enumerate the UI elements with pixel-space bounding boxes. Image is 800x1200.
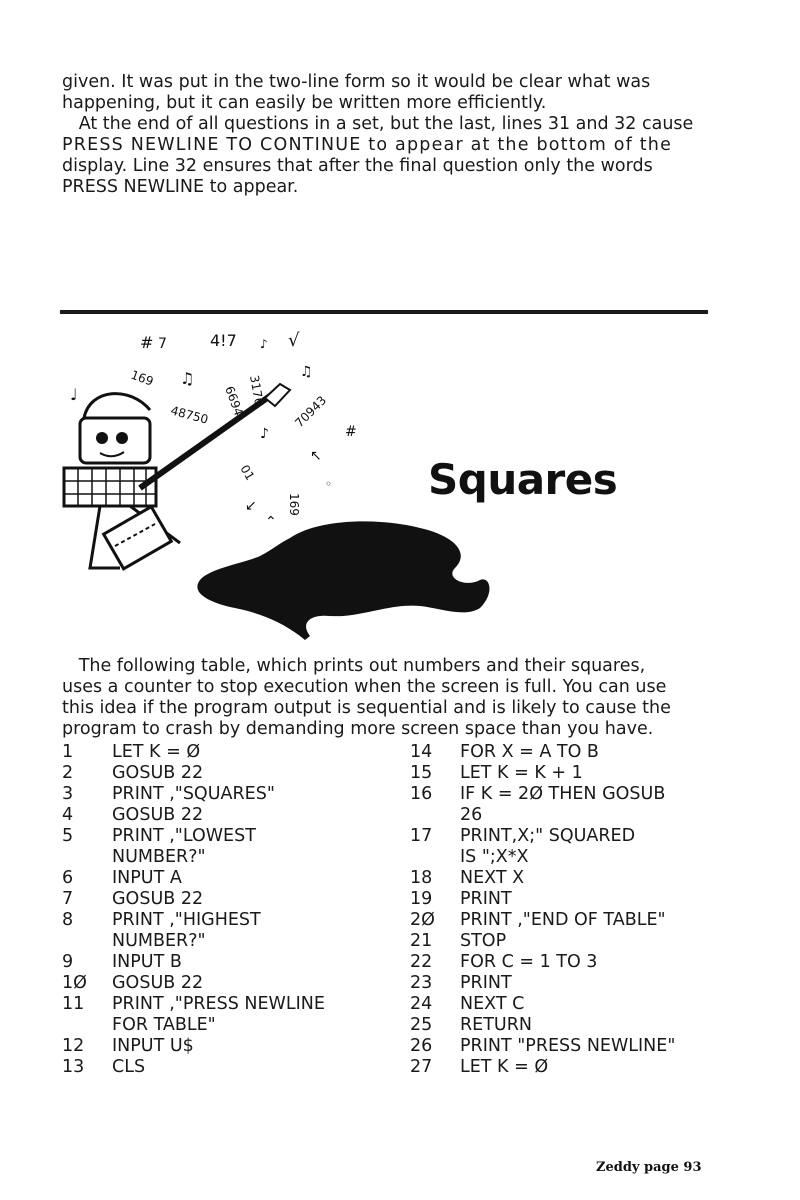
statement: FOR TABLE": [112, 1015, 216, 1035]
code-line: [62, 805, 325, 826]
line-number: 12: [62, 1036, 85, 1056]
line-number: [62, 931, 112, 952]
code-line: [410, 742, 675, 763]
code-line: [410, 847, 675, 868]
statement: IS ";X*X: [460, 847, 529, 867]
line-number: 5: [62, 826, 74, 846]
statement: PRINT ,"LOWEST: [112, 826, 256, 846]
svg-text:48750: 48750: [169, 403, 210, 427]
line-number: 14: [410, 742, 433, 762]
statement: PRINT: [460, 889, 512, 909]
code-line: [410, 868, 675, 889]
statement: LET K = K + 1: [460, 763, 583, 783]
text-line: PRESS NEWLINE to appear.: [62, 177, 299, 197]
line-number: 25: [410, 1015, 433, 1035]
svg-text:↖: ↖: [310, 448, 322, 464]
line-number: 16: [410, 784, 433, 804]
statement: STOP: [460, 931, 507, 951]
statement: NUMBER?": [112, 847, 206, 867]
code-line: [410, 1057, 675, 1078]
statement: PRINT ,"HIGHEST: [112, 910, 261, 930]
text-line: this idea if the program output is sequential and is likely to cause the: [62, 698, 671, 718]
statement: FOR X = A TO B: [460, 742, 599, 762]
svg-text:♫: ♫: [180, 369, 195, 388]
statement: CLS: [112, 1057, 146, 1077]
svg-text:#: #: [345, 424, 357, 440]
svg-text:169: 169: [287, 493, 301, 516]
statement: IF K = 2Ø THEN GOSUB: [460, 784, 666, 804]
text-line: uses a counter to stop execution when the screen is full. You can use: [62, 677, 667, 697]
svg-text:↙: ↙: [245, 498, 257, 514]
statement: GOSUB 22: [112, 805, 204, 825]
statement: RETURN: [460, 1015, 532, 1035]
statement: LET K = Ø: [112, 742, 201, 762]
line-number: 22: [410, 952, 433, 972]
section-divider: [60, 310, 708, 314]
text-line: display. Line 32 ensures that after the final question only the words: [62, 156, 653, 176]
code-line: [410, 805, 675, 826]
text-line: At the end of all questions in a set, but the last, lines 31 and 32 cause: [62, 114, 694, 134]
line-number: [62, 847, 112, 868]
svg-text:♩: ♩: [70, 385, 78, 404]
statement: PRINT ,"END OF TABLE": [460, 910, 666, 930]
line-number: [410, 847, 460, 868]
line-number: 23: [410, 973, 433, 993]
line-number: [62, 1015, 112, 1036]
svg-text:♪: ♪: [260, 426, 269, 442]
code-line: [62, 826, 325, 847]
line-number: 26: [410, 1036, 433, 1056]
code-line: [410, 889, 675, 910]
body-paragraph: [62, 656, 707, 740]
code-line: [62, 931, 325, 952]
code-line: [62, 1015, 325, 1036]
statement: PRINT ,"SQUARES": [112, 784, 275, 804]
line-number: 3: [62, 784, 74, 804]
code-line: [410, 826, 675, 847]
statement: NUMBER?": [112, 931, 206, 951]
code-line: [410, 952, 675, 973]
code-line: [62, 847, 325, 868]
page-footer: Zeddy page 93: [596, 1160, 702, 1175]
text-line: The following table, which prints out numbers and their squares,: [62, 656, 646, 676]
line-number: 4: [62, 805, 74, 825]
svg-text:#: #: [140, 333, 154, 352]
svg-text:3176: 3176: [247, 374, 267, 407]
statement: PRINT "PRESS NEWLINE": [460, 1036, 676, 1056]
statement: NEXT C: [460, 994, 525, 1014]
intro-paragraph: [62, 72, 707, 198]
line-number: 15: [410, 763, 433, 783]
code-line: [410, 994, 675, 1015]
svg-text:♫: ♫: [300, 364, 313, 380]
svg-text:7: 7: [158, 336, 167, 352]
statement: FOR C = 1 TO 3: [460, 952, 598, 972]
svg-text:70943: 70943: [292, 393, 330, 431]
line-number: 8: [62, 910, 74, 930]
program-listing-left: [62, 742, 325, 1078]
code-line: [62, 910, 325, 931]
code-line: [410, 763, 675, 784]
statement: LET K = Ø: [460, 1057, 549, 1077]
line-number: 24: [410, 994, 433, 1014]
svg-text:4!7: 4!7: [210, 331, 237, 350]
line-number: [410, 805, 460, 826]
line-number: 17: [410, 826, 433, 846]
statement: INPUT A: [112, 868, 182, 888]
code-line: [62, 868, 325, 889]
code-line: [410, 931, 675, 952]
line-number: 6: [62, 868, 74, 888]
statement: PRINT: [460, 973, 512, 993]
code-line: [410, 1036, 675, 1057]
svg-text:6694: 6694: [222, 384, 246, 418]
program-listing-right: [410, 742, 675, 1078]
code-line: [410, 1015, 675, 1036]
line-number: 19: [410, 889, 433, 909]
line-number: 2: [62, 763, 74, 783]
svg-text:♪: ♪: [260, 337, 268, 351]
line-number: 1Ø: [62, 973, 87, 993]
line-number: 9: [62, 952, 74, 972]
svg-text:169: 169: [128, 367, 156, 389]
line-number: 18: [410, 868, 433, 888]
text-line: program to crash by demanding more screen space than you have.: [62, 719, 654, 739]
code-line: [410, 910, 675, 931]
text-line: given. It was put in the two-line form so it would be clear what was: [62, 72, 651, 92]
statement: NEXT X: [460, 868, 525, 888]
text-line: happening, but it can easily be written more efficiently.: [62, 93, 547, 113]
svg-text:⌃: ⌃: [265, 514, 277, 530]
code-line: [62, 1057, 325, 1078]
code-line: [62, 763, 325, 784]
code-line: [62, 1036, 325, 1057]
code-line: [62, 784, 325, 805]
svg-text:01: 01: [237, 462, 258, 483]
text-line: PRESS NEWLINE TO CONTINUE to appear at the bottom of the: [62, 135, 673, 155]
code-line: [410, 973, 675, 994]
statement: GOSUB 22: [112, 973, 204, 993]
code-line: [62, 742, 325, 763]
svg-text:√: √: [288, 330, 300, 351]
section-title: Squares: [428, 455, 618, 504]
line-number: 7: [62, 889, 74, 909]
svg-text:◦: ◦: [325, 477, 333, 491]
statement: PRINT,X;" SQUARED: [460, 826, 636, 846]
code-line: [62, 952, 325, 973]
statement: GOSUB 22: [112, 889, 204, 909]
line-number: 27: [410, 1057, 433, 1077]
line-number: 21: [410, 931, 433, 951]
code-line: [62, 994, 325, 1015]
line-number: 1: [62, 742, 74, 762]
statement: INPUT B: [112, 952, 182, 972]
line-number: 2Ø: [410, 910, 435, 930]
line-number: 13: [62, 1057, 85, 1077]
code-line: [62, 889, 325, 910]
line-number: 11: [62, 994, 85, 1014]
statement: PRINT ,"PRESS NEWLINE: [112, 994, 325, 1014]
statement: 26: [460, 805, 483, 825]
code-line: [62, 973, 325, 994]
statement: INPUT U$: [112, 1036, 194, 1056]
statement: GOSUB 22: [112, 763, 204, 783]
code-line: [410, 784, 675, 805]
